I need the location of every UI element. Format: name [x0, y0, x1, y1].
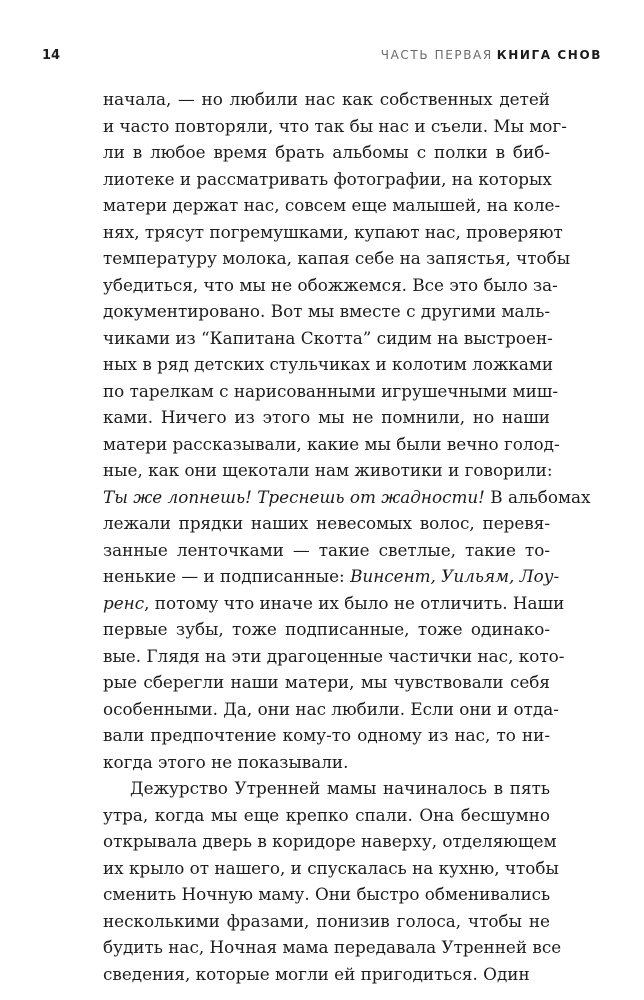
text-line: [103, 669, 550, 696]
text-line: [103, 908, 550, 935]
text-segment: температуру молока, капая себе на запястья, чтобы: [103, 248, 571, 268]
book-title: КНИГА СНОВ: [496, 48, 602, 62]
text-line: [103, 351, 554, 378]
text-line: [103, 696, 559, 723]
text-segment: особенными. Да, они нас любили. Если они и отда-: [103, 698, 559, 719]
italic-text: Винсент, Уильям, Лоу-: [350, 566, 560, 586]
text-line: [103, 510, 550, 537]
text-line: [103, 219, 563, 246]
italic-text: Ты же лопнешь! Треснешь от жадности!: [103, 486, 485, 507]
text-line: [103, 749, 550, 776]
text-line: [103, 643, 565, 670]
text-line: [103, 828, 557, 855]
text-segment: ли в любое время брать альбомы с полки в биб-: [103, 142, 550, 162]
text-segment: вые. Глядя на эти драгоценные частички нас, кото-: [103, 645, 565, 666]
text-segment: документировано. Вот мы вместе с другими маль-: [103, 301, 550, 321]
text-line: [103, 457, 553, 484]
running-head: [381, 48, 602, 62]
text-line: [103, 431, 560, 458]
text-line: [103, 272, 558, 299]
text-segment: по тарелкам с нарисованными игрушечными миш-: [103, 380, 559, 401]
text-segment: ных в ряд детских стульчиках и колотим ложками: [103, 354, 554, 374]
text-line: [103, 934, 562, 961]
text-segment: их крыло от нашего, и спускалась на кухню, чтобы: [103, 857, 559, 878]
text-segment: ками. Ничего из этого мы не помнили, но наши: [103, 407, 550, 427]
text-segment: открывала дверь в коридоре наверху, отделяющем: [103, 831, 557, 851]
text-segment: начала, — но любили нас как собственных детей: [103, 89, 550, 109]
text-line: [103, 855, 559, 882]
part-title: ЧАСТЬ ПЕРВАЯ: [380, 48, 493, 62]
text-line: [103, 378, 559, 405]
text-segment: ненькие — и подписанные:: [103, 566, 351, 586]
text-segment: В альбомах: [484, 486, 591, 507]
paragraph: [103, 86, 591, 775]
text-segment: когда этого не показывали.: [103, 751, 349, 772]
text-segment: матери держат нас, совсем еще малышей, на коле-: [103, 195, 561, 215]
text-segment: нях, трясут погремушками, купают нас, проверяют: [103, 221, 563, 242]
text-line: [103, 590, 565, 617]
text-line: [103, 802, 550, 829]
text-segment: вали предпочтение кому-то одному из нас, то ни-: [103, 725, 550, 745]
text-line: [103, 192, 561, 219]
text-line: [103, 245, 571, 272]
text-line: [103, 113, 567, 140]
page-header: [42, 44, 602, 68]
text-segment: первые зубы, тоже подписанные, тоже одинако-: [103, 619, 550, 639]
text-segment: сведения, которые могли ей пригодиться. Один: [103, 963, 530, 984]
text-line: [103, 722, 550, 749]
text-line: [103, 298, 550, 325]
text-segment: Дежурство Утренней мамы начиналось в пять: [130, 778, 550, 798]
text-segment: чиками из “Капитана Скотта” сидим на выстроен-: [103, 327, 553, 348]
text-line: [103, 961, 550, 988]
text-line: [103, 881, 550, 908]
text-segment: лежали прядки наших невесомых волос, перевя-: [103, 513, 550, 533]
text-segment: ные, как они щекотали нам животики и говорили:: [103, 460, 553, 480]
text-line: [103, 537, 550, 564]
text-line: [103, 563, 560, 590]
text-segment: , потому что иначе их было не отличить. Наши: [144, 592, 565, 613]
text-line: [103, 775, 550, 802]
text-line: [103, 325, 553, 352]
text-segment: лиотеке и рассматривать фотографии, на которых: [103, 168, 552, 189]
text-segment: будить нас, Ночная мама передавала Утренней все: [103, 937, 562, 957]
text-segment: рые сберегли наши матери, мы чувствовали себя: [103, 672, 550, 692]
text-line: [103, 484, 591, 511]
body-text: [103, 86, 591, 987]
page-number: 14: [42, 48, 61, 63]
text-line: [103, 166, 550, 193]
italic-text: ренс: [103, 592, 145, 613]
text-line: [103, 616, 550, 643]
text-segment: сменить Ночную маму. Они быстро обменивались: [103, 884, 551, 904]
text-segment: и часто повторяли, что так бы нас и съели. Мы мог-: [103, 115, 567, 136]
text-segment: утра, когда мы еще крепко спали. Она бесшумно: [103, 804, 550, 825]
text-segment: убедиться, что мы не обожжемся. Все это было за-: [103, 274, 558, 295]
text-segment: несколькими фразами, понизив голоса, чтобы не: [103, 910, 550, 931]
text-line: [103, 404, 550, 431]
text-line: [103, 86, 550, 113]
text-segment: матери рассказывали, какие мы были вечно голод-: [103, 433, 560, 454]
text-segment: занные ленточками — такие светлые, такие то-: [103, 539, 550, 560]
paragraph: [103, 775, 562, 987]
text-line: [103, 139, 550, 166]
